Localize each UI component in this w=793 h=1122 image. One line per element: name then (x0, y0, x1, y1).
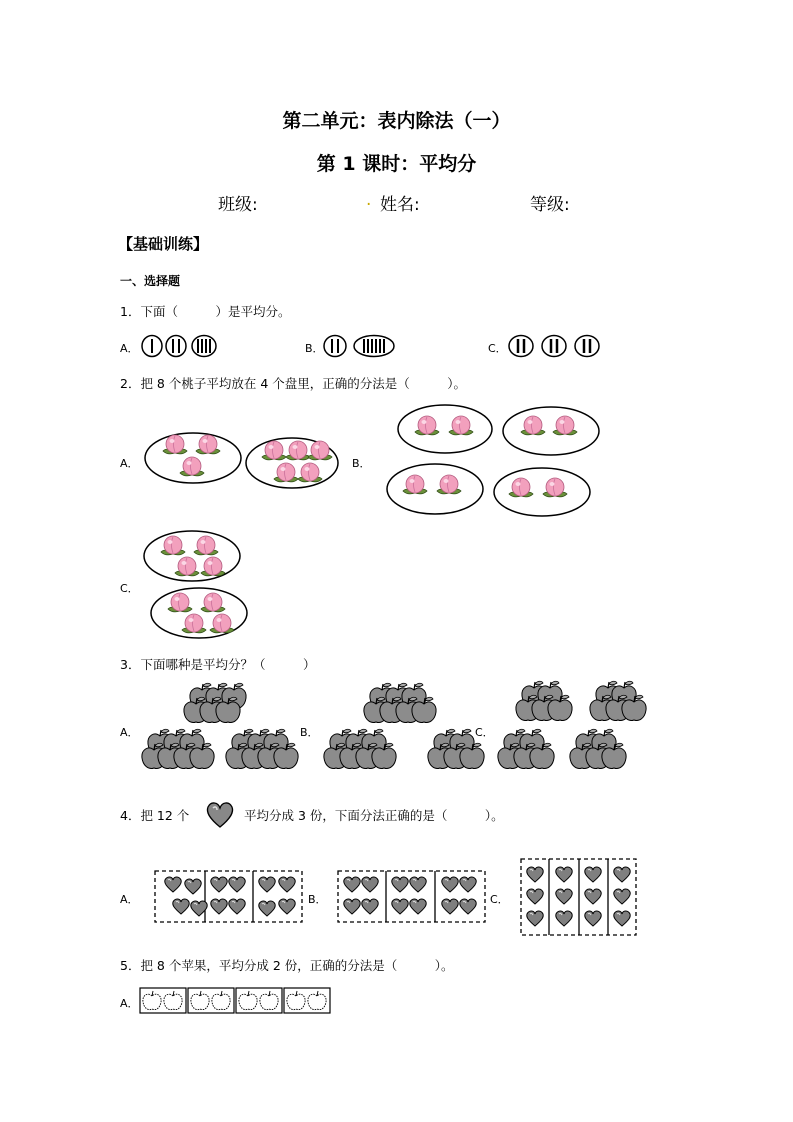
apple-outline-icon (260, 991, 278, 1010)
q3-option-a-apples (140, 682, 300, 777)
class-label: 班级: (218, 195, 258, 215)
apple-outline-icon (308, 991, 326, 1010)
question-3: 3．下面哪种是平均分？（ ） (120, 657, 316, 672)
heart-icon (229, 899, 245, 914)
peach-icon (180, 457, 204, 476)
peach-icon (553, 416, 577, 435)
heart-icon (229, 877, 245, 892)
q2-option-a-label: A． (120, 457, 139, 470)
q3-option-c-apples (496, 680, 666, 775)
unit-title: 第二单元：表内除法（一） (282, 110, 511, 132)
question-1: 1．下面（ ）是平均分。 (120, 304, 291, 319)
heart-icon (173, 899, 189, 914)
heart-icon (442, 899, 458, 914)
q2-option-b-label: B． (352, 457, 371, 470)
heart-icon (211, 877, 227, 892)
heart-icon (259, 901, 275, 916)
q4-option-c-groups (520, 858, 638, 938)
peach-icon (196, 435, 220, 454)
peach-icon (182, 614, 206, 633)
peach-icon (449, 416, 473, 435)
apple-outline-icon (239, 991, 257, 1010)
peach-icon (175, 557, 199, 576)
dot-mark: . (366, 190, 372, 210)
heart-icon (279, 899, 295, 914)
q3-option-a-label: A． (120, 726, 139, 739)
heart-icon (344, 877, 360, 892)
q4-option-c-label: C． (490, 893, 509, 906)
heart-icon (279, 877, 295, 892)
heart-icon (585, 889, 601, 904)
heart-icon (527, 911, 543, 926)
peach-icon (262, 441, 286, 460)
heart-icon (410, 899, 426, 914)
q3-option-c-label: C． (475, 726, 494, 739)
heart-icon (556, 889, 572, 904)
q1-option-b-figure (322, 334, 397, 358)
peach-icon (509, 478, 533, 497)
lesson-title: 第 1 课时：平均分 (316, 153, 477, 175)
question-5: 5．把 8 个苹果，平均分成 2 份，正确的分法是（ ）。 (120, 958, 454, 973)
peach-icon (201, 593, 225, 612)
q4-option-a-label: A． (120, 893, 139, 906)
apple-outline-icon (212, 991, 230, 1010)
peach-icon (415, 416, 439, 435)
q1-option-a-figure (140, 334, 220, 358)
peach-icon (298, 463, 322, 482)
peach-icon (543, 478, 567, 497)
peach-icon (201, 557, 225, 576)
q2-option-c-label: C． (120, 582, 139, 595)
heart-icon (460, 877, 476, 892)
name-label: 姓名: (380, 195, 420, 215)
heart-icon (205, 801, 235, 829)
apple-outline-icon (143, 991, 161, 1010)
q1-option-c-label: C． (488, 342, 507, 355)
heart-icon (344, 899, 360, 914)
peach-icon (210, 614, 234, 633)
heart-icon (410, 877, 426, 892)
question-4-part2: 平均分成 3 份，下面分法正确的是（ ）。 (244, 808, 504, 823)
q3-option-b-apples (322, 682, 472, 777)
q4-option-b-groups (337, 870, 487, 925)
heart-icon (527, 867, 543, 882)
heart-icon (614, 911, 630, 926)
heart-icon (614, 889, 630, 904)
heart-icon (185, 879, 201, 894)
peach-icon (168, 593, 192, 612)
heart-icon (460, 899, 476, 914)
heart-icon (556, 911, 572, 926)
apple-outline-icon (164, 991, 182, 1010)
peach-icon (403, 475, 427, 494)
q1-option-a-label: A． (120, 342, 139, 355)
question-2: 2．把 8 个桃子平均放在 4 个盘里，正确的分法是（ ）。 (120, 376, 467, 391)
q4-option-b-label: B． (308, 893, 327, 906)
q3-option-b-label: B． (300, 726, 319, 739)
heart-icon (211, 899, 227, 914)
heart-icon (585, 867, 601, 882)
peach-icon (521, 416, 545, 435)
peach-icon (274, 463, 298, 482)
grade-label: 等级: (530, 195, 570, 215)
q2-option-a-plates (140, 425, 345, 495)
subsection-title: 一、选择题 (120, 274, 181, 288)
heart-icon (392, 899, 408, 914)
peach-icon (437, 475, 461, 494)
heart-icon (362, 877, 378, 892)
heart-icon (585, 911, 601, 926)
heart-icon (165, 877, 181, 892)
q1-option-c-figure (507, 334, 602, 358)
heart-icon (392, 877, 408, 892)
q4-option-a-groups (154, 870, 304, 925)
q5-option-a-label: A． (120, 997, 139, 1010)
question-4-part1: 4．把 12 个 (120, 808, 190, 823)
heart-icon (556, 867, 572, 882)
q5-option-a-apples (139, 987, 334, 1015)
heart-icon (259, 877, 275, 892)
heart-icon (614, 867, 630, 882)
q2-option-b-plates (385, 404, 600, 522)
apple-outline-icon (287, 991, 305, 1010)
heart-icon (527, 889, 543, 904)
heart-icon (362, 899, 378, 914)
peach-icon (286, 441, 310, 460)
peach-icon (308, 441, 332, 460)
peach-icon (194, 536, 218, 555)
heart-icon (442, 877, 458, 892)
q1-option-b-label: B． (305, 342, 324, 355)
peach-icon (161, 536, 185, 555)
q2-option-c-plates (140, 529, 255, 641)
apple-outline-icon (191, 991, 209, 1010)
section-title: 【基础训练】 (118, 235, 209, 253)
